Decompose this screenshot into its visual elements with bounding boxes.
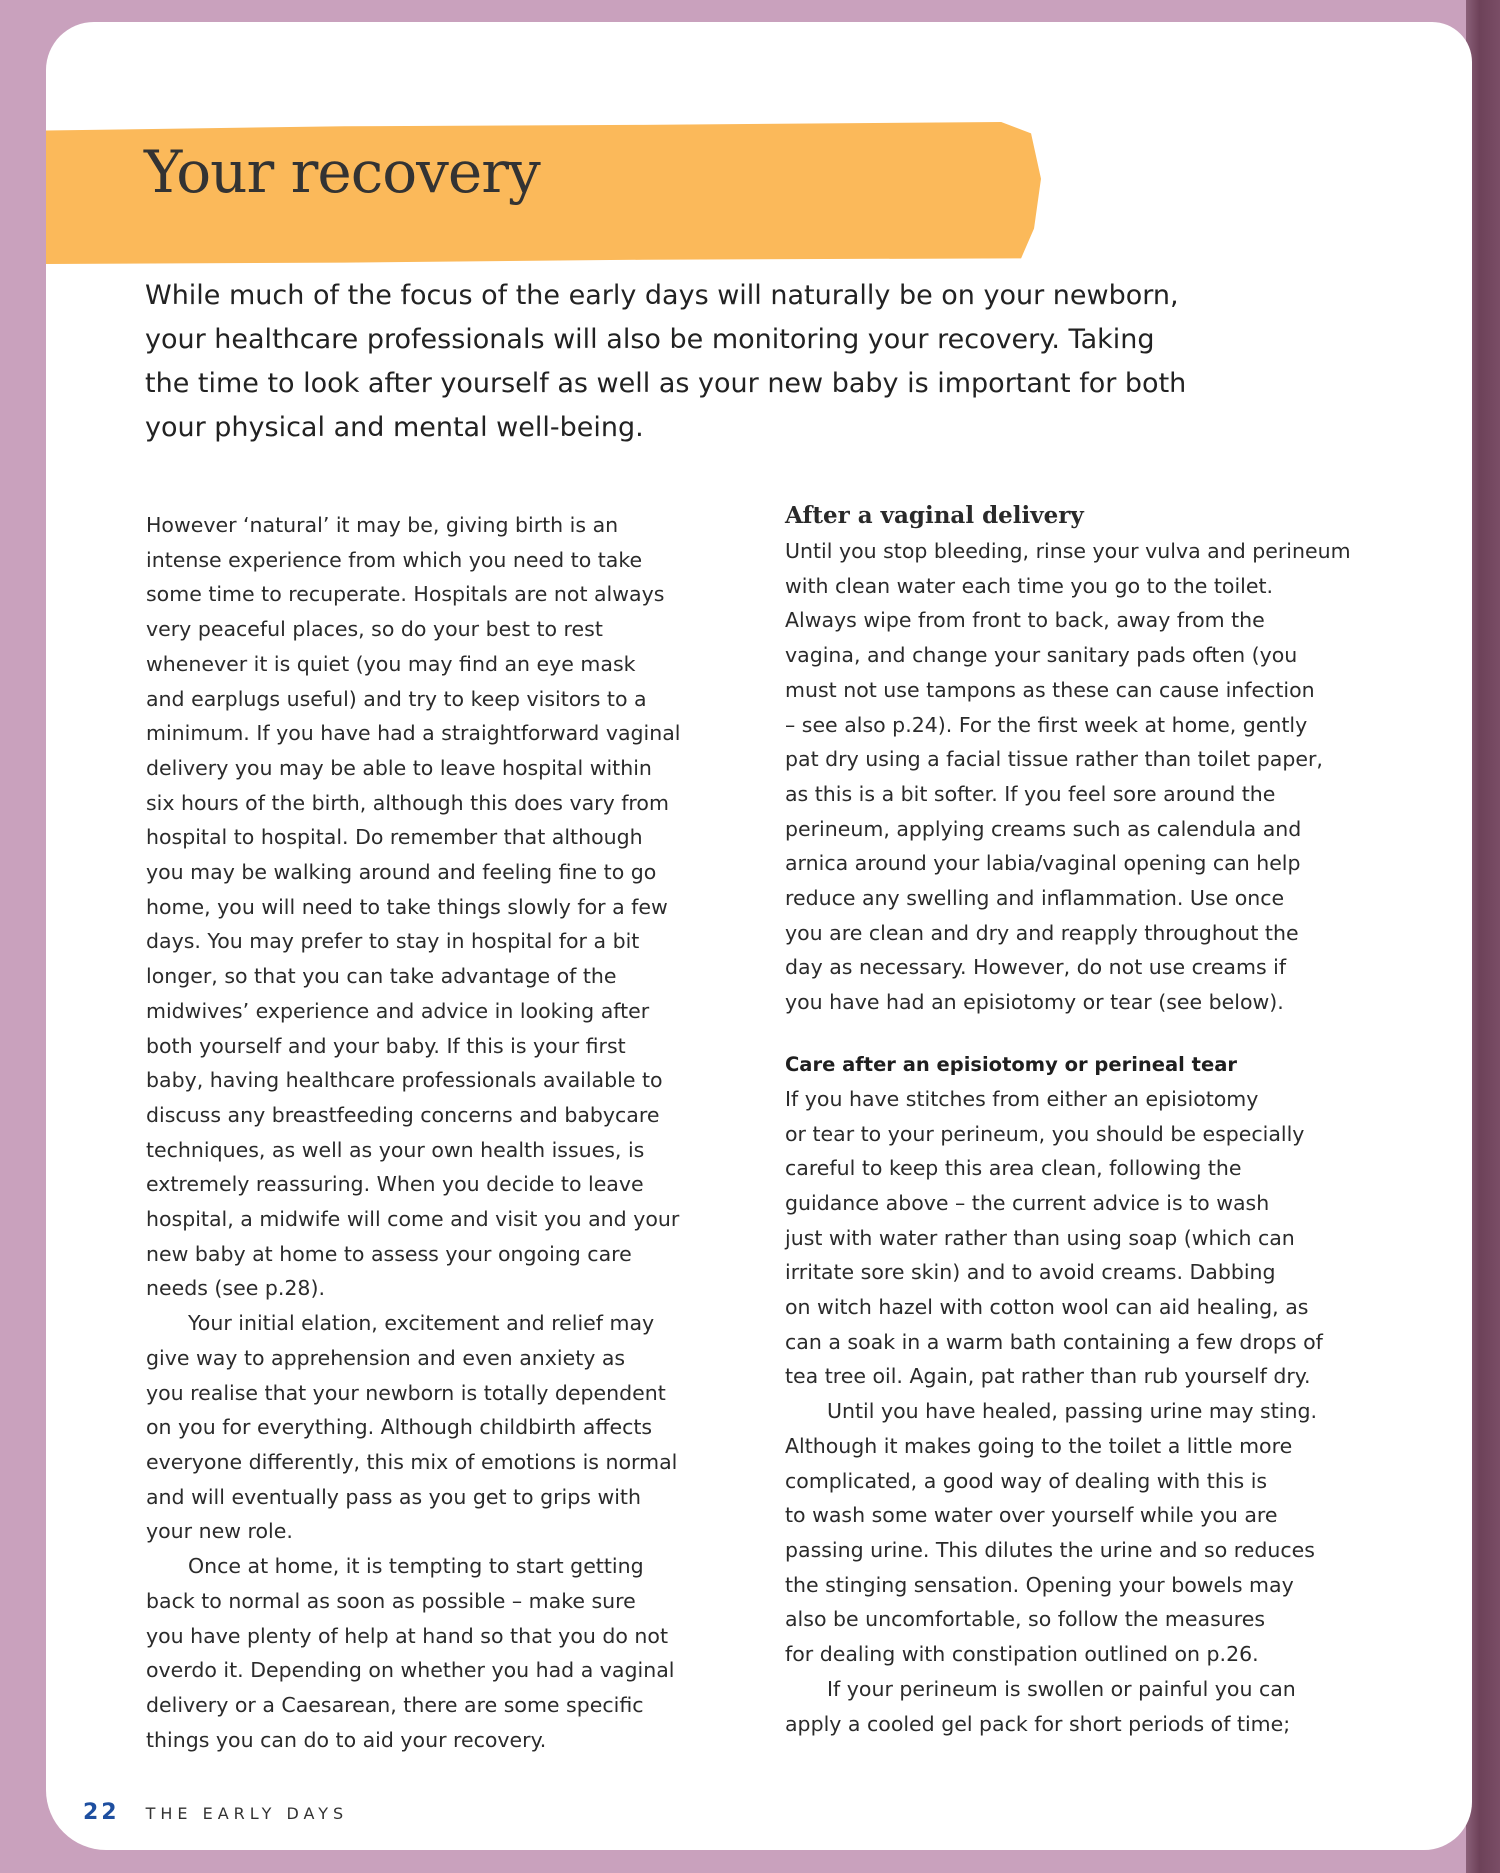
section-heading-vaginal-delivery: After a vaginal delivery bbox=[785, 502, 1084, 529]
text-line: whenever it is quiet (you may find an eye mask bbox=[146, 651, 636, 676]
text-line: delivery you may be able to leave hospital within bbox=[146, 755, 652, 780]
text-line: tea tree oil. Again, pat rather than rub yourself dry. bbox=[785, 1364, 1311, 1389]
text-line: longer, so that you can take advantage of the bbox=[146, 964, 617, 989]
section-heading-episiotomy: Care after an episiotomy or perineal tear bbox=[785, 1052, 1237, 1076]
text-line: pat dry using a facial tissue rather than toilet paper, bbox=[785, 747, 1323, 772]
text-line: delivery or a Caesarean, there are some specific bbox=[146, 1692, 644, 1717]
text-line: perineum, applying creams such as calendula and bbox=[785, 816, 1302, 841]
text-line: passing urine. This dilutes the urine and so reduces bbox=[785, 1537, 1315, 1562]
body-paragraph-3 bbox=[146, 1549, 756, 1757]
intro-paragraph bbox=[145, 274, 1345, 450]
text-line: minimum. If you have had a straightforward vaginal bbox=[146, 721, 681, 746]
left-column bbox=[146, 508, 756, 1757]
text-line: reduce any swelling and inflammation. Use once bbox=[785, 886, 1285, 911]
text-line: can a soak in a warm bath containing a few drops of bbox=[785, 1329, 1323, 1354]
running-section-title: THE EARLY DAYS bbox=[145, 1804, 349, 1823]
section-episiotomy-paragraph-2 bbox=[785, 1394, 1395, 1672]
intro-line: the time to look after yourself as well as your new baby is important for both bbox=[145, 368, 1187, 399]
text-line: careful to keep this area clean, following the bbox=[785, 1156, 1242, 1181]
text-line: Always wipe from front to back, away from the bbox=[785, 608, 1265, 633]
text-line: Until you have healed, passing urine may sting. bbox=[827, 1399, 1317, 1424]
text-line: very peaceful places, so do your best to rest bbox=[146, 617, 603, 642]
text-line: also be uncomfortable, so follow the measures bbox=[785, 1607, 1266, 1632]
text-line: you have had an episiotomy or tear (see below). bbox=[785, 990, 1284, 1015]
text-line: things you can do to aid your recovery. bbox=[146, 1727, 547, 1752]
text-line: baby, having healthcare professionals available to bbox=[146, 1068, 663, 1093]
section-vaginal-delivery bbox=[785, 534, 1395, 1020]
text-line: for dealing with constipation outlined on p.26. bbox=[785, 1642, 1259, 1667]
text-line: irritate sore skin) and to avoid creams. Dabbing bbox=[785, 1260, 1276, 1285]
section-episiotomy-paragraph-1 bbox=[785, 1082, 1395, 1394]
intro-line: your healthcare professionals will also be monitoring your recovery. Taking bbox=[145, 324, 1155, 355]
text-line: you realise that your newborn is totally dependent bbox=[146, 1380, 666, 1405]
intro-line: your physical and mental well-being. bbox=[145, 412, 644, 443]
text-line: Although it makes going to the toilet a little more bbox=[785, 1433, 1293, 1458]
text-line: needs (see p.28). bbox=[146, 1276, 325, 1301]
text-line: everyone differently, this mix of emotions is normal bbox=[146, 1449, 678, 1474]
text-line: on you for everything. Although childbirth affects bbox=[146, 1415, 653, 1440]
text-line: complicated, a good way of dealing with this is bbox=[785, 1468, 1268, 1493]
text-line: and earplugs useful) and try to keep visitors to a bbox=[146, 686, 647, 711]
text-line: – see also p.24). For the first week at home, gently bbox=[785, 712, 1308, 737]
text-line: hospital to hospital. Do remember that although bbox=[146, 825, 643, 850]
text-line: arnica around your labia/vaginal opening can help bbox=[785, 851, 1301, 876]
text-line: you are clean and dry and reapply throughout the bbox=[785, 920, 1299, 945]
page-footer bbox=[83, 1800, 348, 1825]
text-line: on witch hazel with cotton wool can aid healing, as bbox=[785, 1295, 1309, 1320]
text-line: must not use tampons as these can cause infection bbox=[785, 677, 1315, 702]
text-line: However ‘natural’ it may be, giving birth is an bbox=[146, 513, 619, 537]
text-line: both yourself and your baby. If this is your first bbox=[146, 1033, 626, 1058]
text-line: you may be walking around and feeling fine to go bbox=[146, 860, 657, 885]
text-line: Once at home, it is tempting to start getting bbox=[188, 1554, 644, 1579]
text-line: midwives’ experience and advice in looking after bbox=[146, 998, 650, 1023]
text-line: the stinging sensation. Opening your bowels may bbox=[785, 1572, 1294, 1597]
text-line: If you have stitches from either an episiotomy bbox=[785, 1086, 1259, 1111]
text-line: back to normal as soon as possible – make sure bbox=[146, 1588, 636, 1613]
section-episiotomy-paragraph-3 bbox=[785, 1672, 1395, 1741]
text-line: intense experience from which you need to take bbox=[146, 547, 643, 572]
text-line: apply a cooled gel pack for short periods of time; bbox=[785, 1711, 1291, 1736]
text-line: and will eventually pass as you get to grips with bbox=[146, 1484, 641, 1509]
text-line: overdo it. Depending on whether you had a vaginal bbox=[146, 1658, 675, 1683]
page-title: Your recovery bbox=[144, 138, 540, 206]
text-line: discuss any breastfeeding concerns and babycare bbox=[146, 1102, 660, 1127]
text-line: some time to recuperate. Hospitals are not always bbox=[146, 582, 665, 607]
section-spacer bbox=[785, 1020, 1395, 1048]
text-line: or tear to your perineum, you should be especially bbox=[785, 1121, 1305, 1146]
text-line: Your initial elation, excitement and relief may bbox=[188, 1311, 655, 1336]
text-line: techniques, as well as your own health issues, is bbox=[146, 1137, 645, 1162]
text-line: days. You may prefer to stay in hospital for a bit bbox=[146, 929, 640, 954]
text-line: to wash some water over yourself while you are bbox=[785, 1503, 1278, 1528]
text-line: extremely reassuring. When you decide to leave bbox=[146, 1172, 644, 1197]
text-line: Until you stop bleeding, rinse your vulva and perineum bbox=[785, 539, 1351, 563]
text-line: just with water rather than using soap (which can bbox=[785, 1225, 1295, 1250]
text-line: hospital, a midwife will come and visit you and your bbox=[146, 1207, 680, 1232]
page-number: 22 bbox=[83, 1800, 120, 1825]
text-line: guidance above – the current advice is to wash bbox=[785, 1190, 1270, 1215]
intro-line: While much of the focus of the early days will naturally be on your newborn, bbox=[145, 280, 1179, 311]
text-line: your new role. bbox=[146, 1519, 293, 1544]
text-line: day as necessary. However, do not use creams if bbox=[785, 955, 1287, 980]
text-line: vagina, and change your sanitary pads often (you bbox=[785, 643, 1298, 668]
right-column bbox=[785, 498, 1395, 1741]
text-line: six hours of the birth, although this does vary from bbox=[146, 790, 669, 815]
text-line: new baby at home to assess your ongoing care bbox=[146, 1241, 632, 1266]
text-line: you have plenty of help at hand so that you do not bbox=[146, 1623, 669, 1648]
text-line: as this is a bit softer. If you feel sore around the bbox=[785, 781, 1276, 806]
text-line: If your perineum is swollen or painful you can bbox=[827, 1676, 1296, 1701]
text-line: with clean water each time you go to the toilet. bbox=[785, 573, 1274, 598]
body-paragraph-1 bbox=[146, 508, 756, 1306]
body-paragraph-2 bbox=[146, 1306, 756, 1549]
text-line: give way to apprehension and even anxiety as bbox=[146, 1345, 626, 1370]
text-line: home, you will need to take things slowly for a few bbox=[146, 894, 668, 919]
